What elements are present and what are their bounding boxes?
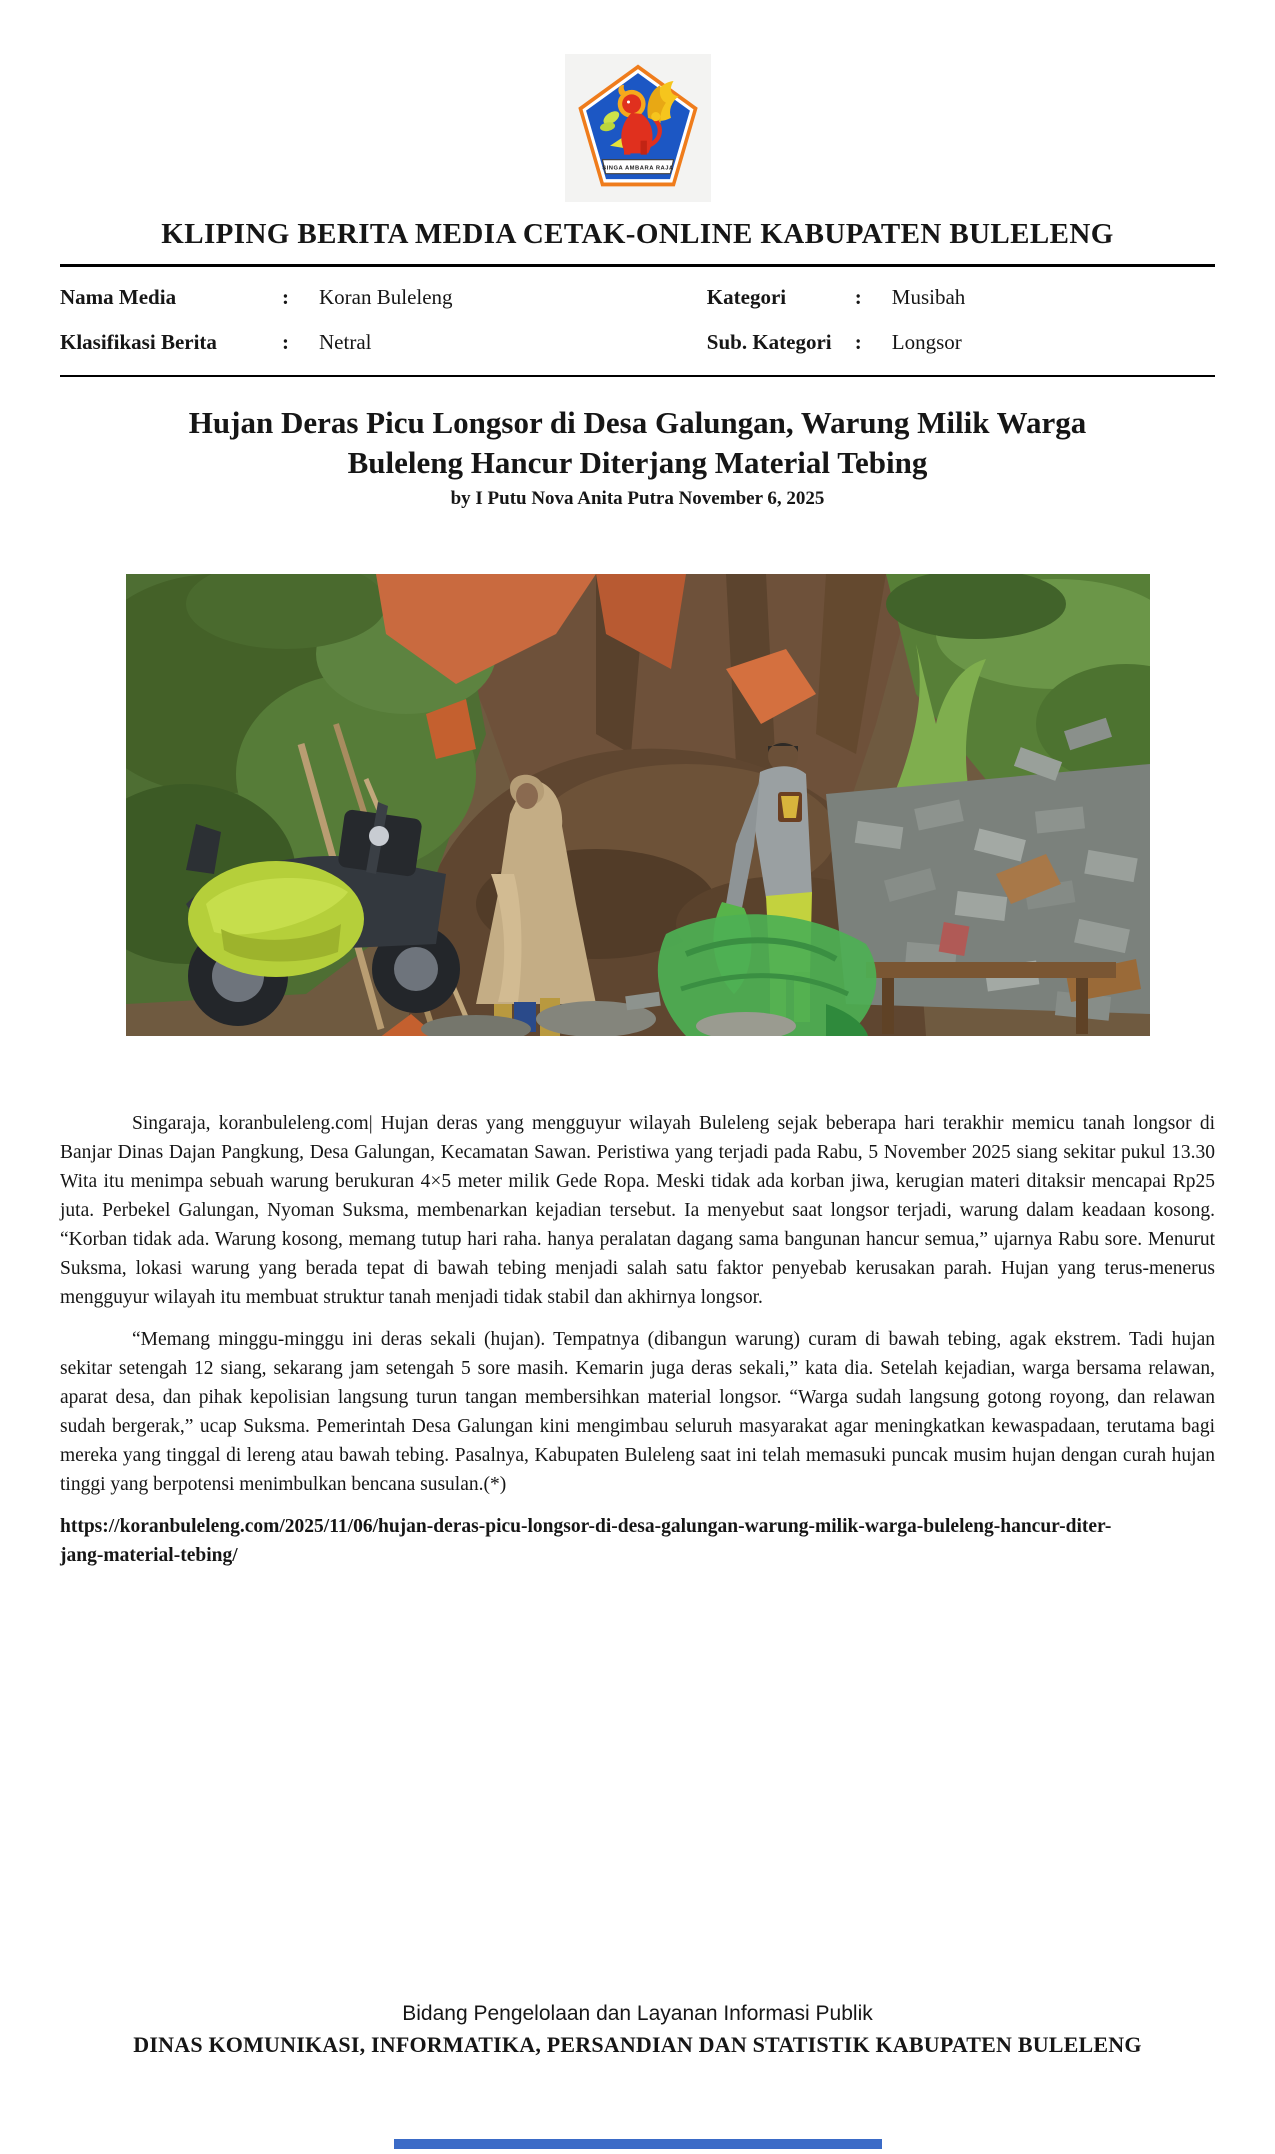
motto-text: SINGA AMBARA RAJA [601,165,674,172]
article-byline: by I Putu Nova Anita Putra November 6, 2025 [450,488,825,509]
media-metadata [60,267,1215,375]
article-paragraph-1: Singaraja, koranbuleleng.com| Hujan deras yang mengguyur wilayah Buleleng sejak beberapa hari terakhir memicu tanah longsor di Banjar Dinas Dajan Pangkung, Desa Galungan, Kecamatan Sawan. Peristiwa yang terjadi pada Rabu, 5 November 2025 siang sekitar pukul 13.30 Wita itu menimpa sebuah warung berukuran 4×5 meter milik Gede Ropa. Meski tidak ada korban jiwa, kerugian materi ditaksir mencapai Rp25 juta. Perbekel Galungan, Nyoman Suksma, membenarkan kejadian tersebut. Ia menyebut saat longsor terjadi, warung dalam keadaan kosong. “Korban tidak ada. Warung kosong, memang tutup hari raha. hanya peralatan dagang sama bangunan hancur semua,” ujarnya Rabu sore. Menurut Suksma, lokasi warung yang berada tepat di bawah tebing menjadi salah satu faktor penyebab kerusakan parah. Hujan yang terus-menerus mengguyur wilayah itu membuat struktur tanah menjadi tidak stabil dan akhirnya longsor. [60,1113,1215,1308]
meta-value: Musibah [891,285,966,309]
footer-department: Bidang Pengelolaan dan Layanan Informasi Publik [402,2002,873,2025]
meta-row-nama-media: Nama Media : Koran Buleleng [60,275,707,320]
helmet-reflection [369,826,389,846]
meta-row-sub-kategori: Sub. Kategori : Longsor [707,320,1215,365]
meta-value: Longsor [891,330,962,354]
url-line-1[interactable]: https://koranbuleleng.com/2025/11/06/hujan-deras-picu-longsor-di-desa-galungan-warung-milik-warga-buleleng-hancur-diter- [60,1516,1112,1537]
page-footer [0,2002,1275,2058]
bottom-blue-bar [394,2139,882,2149]
meta-value: Netral [319,330,372,354]
landslide-scene-illustration [126,574,1150,1036]
meta-label: Sub. Kategori [706,330,832,354]
buleleng-regency-logo [565,54,711,202]
footer-agency: DINAS KOMUNIKASI, INFORMATIKA, PERSANDIAN DAN STATISTIK KABUPATEN BULELENG [133,2032,1142,2057]
meta-label: Kategori [706,285,787,309]
url-line-2[interactable]: jang-material-tebing/ [60,1545,238,1566]
document-page [0,54,1275,1570]
lion-head [622,94,641,113]
meta-row-kategori: Kategori : Musibah [707,275,1215,320]
article-photo [126,574,1150,1036]
article-paragraph-2: “Memang minggu-minggu ini deras sekali (hujan). Tempatnya (dibangun warung) curam di bawah tebing, agak ekstrem. Tadi hujan sekitar setengah 12 siang, sekarang jam setengah 5 sore masih. Kemarin juga deras sekali,” kata dia. Setelah kejadian, warga bersama relawan, aparat desa, dan pihak kepolisian langsung turun tangan membersihkan material longsor. “Warga sudah langsung gotong royong, dan relawan sudah bergerak,” ucap Suksma. Pemerintah Desa Galungan kini mengimbau seluruh masyarakat agar meningkatkan kewaspadaan, terutama bagi mereka yang tinggal di lereng atau bawah tebing. Pasalnya, Kabupaten Buleleng saat ini telah memasuki puncak musim hujan dengan curah hujan tinggi yang berpotensi menimbulkan bencana susulan.(*) [60,1329,1215,1495]
article-body [60,1109,1215,1570]
singa-ambara-raja-emblem-icon [574,62,702,194]
meta-value: Koran Buleleng [319,285,453,309]
woman-face [516,783,538,809]
metadata-rule [60,375,1215,377]
page-title: KLIPING BERITA MEDIA CETAK-ONLINE KABUPATEN BULELENG [161,218,1114,250]
meta-label: Nama Media [60,285,177,309]
article-title: Hujan Deras Picu Longsor di Desa Galungan, Warung Milik Warga Buleleng Hancur Diterjang Material Tebing [188,405,1087,480]
meta-label: Klasifikasi Berita [60,330,217,354]
article-source-url[interactable] [60,1512,1215,1570]
meta-row-klasifikasi: Klasifikasi Berita : Netral [60,320,707,365]
